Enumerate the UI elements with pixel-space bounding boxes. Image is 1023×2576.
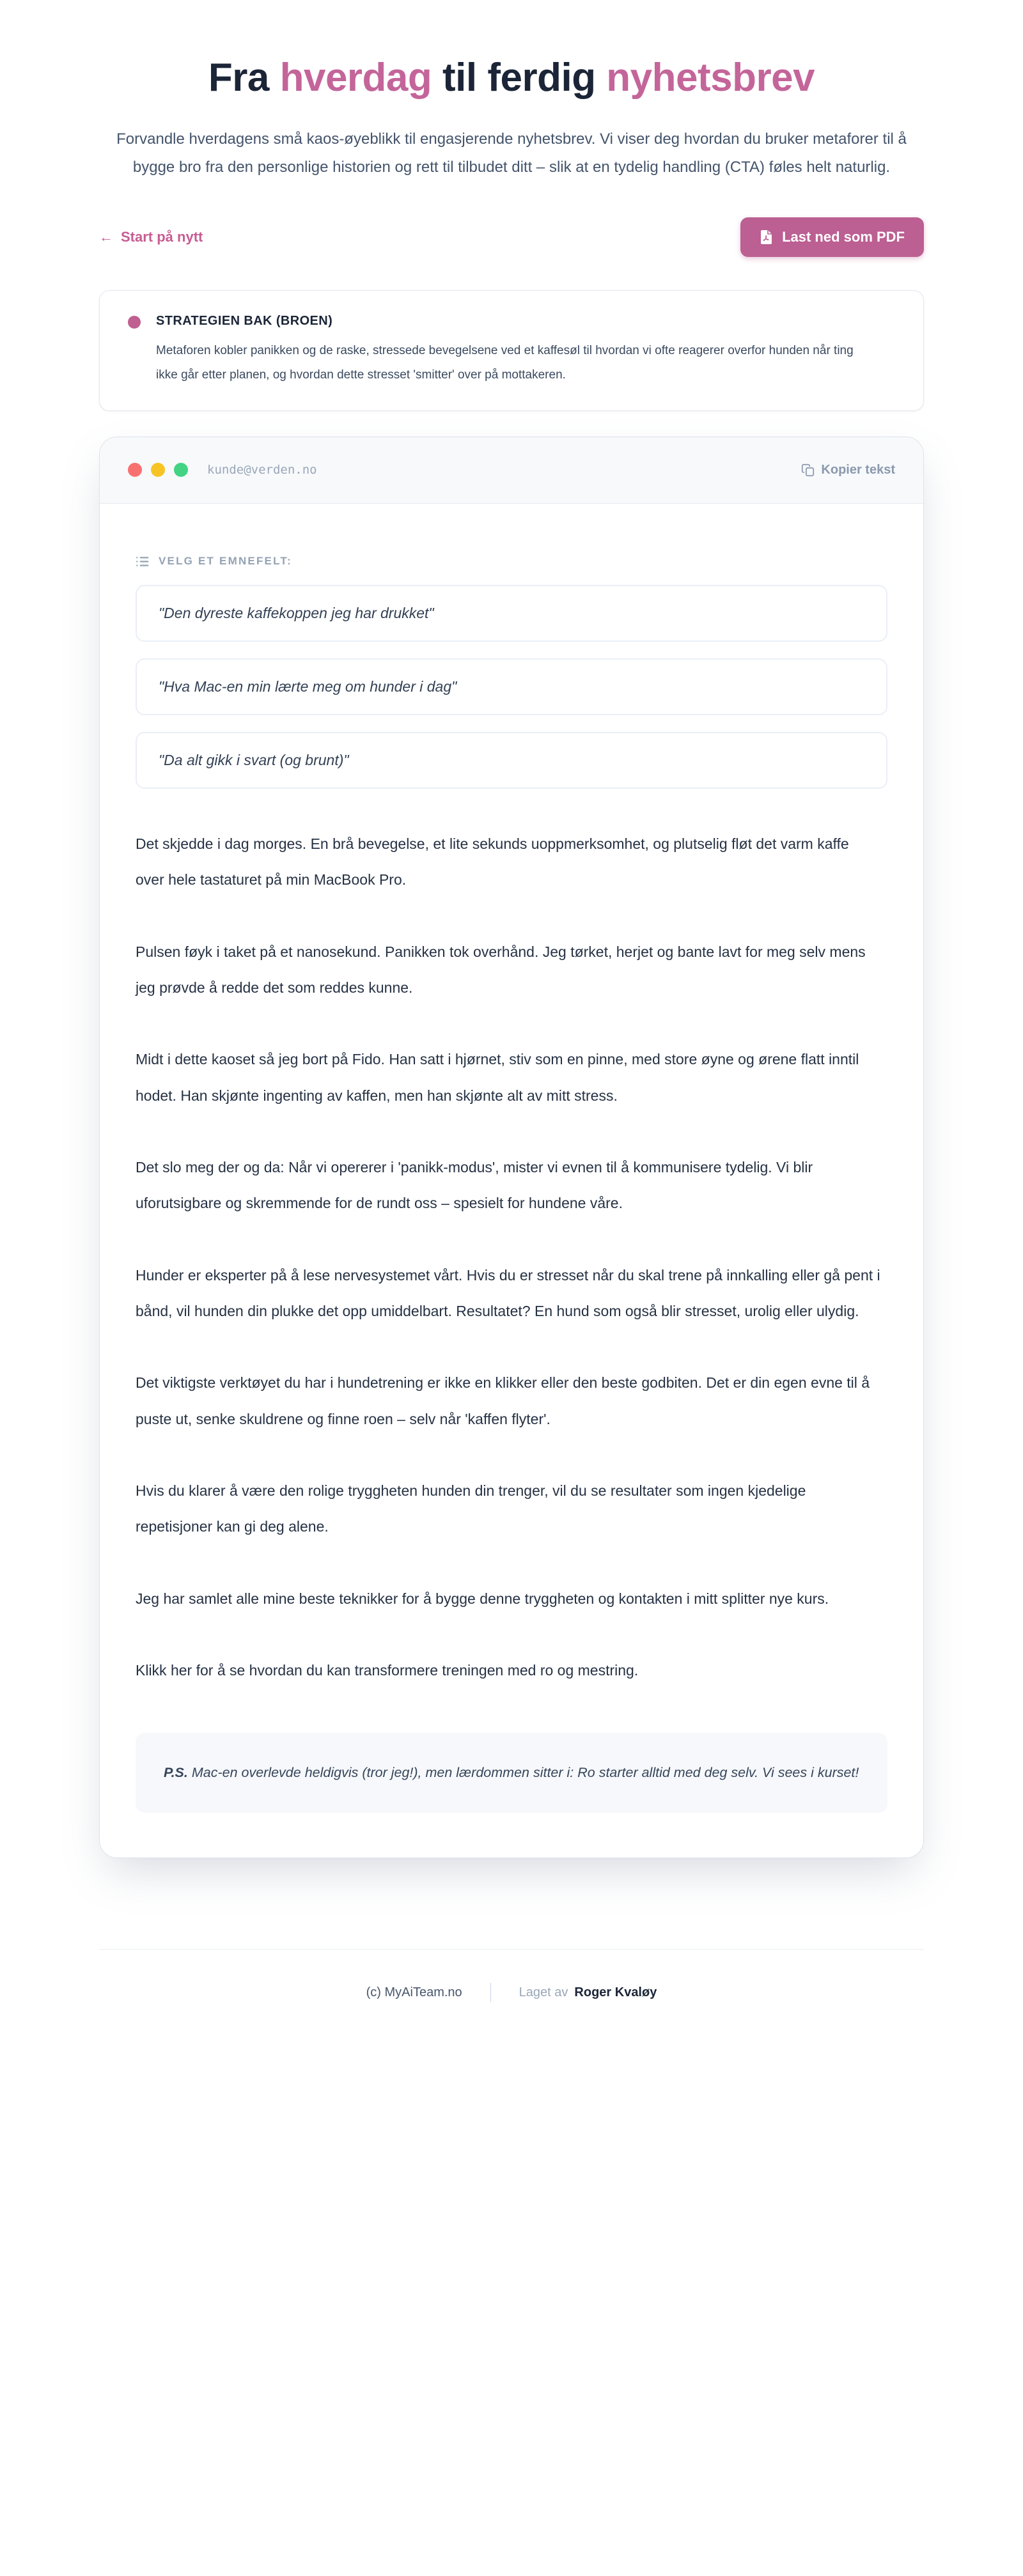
email-paragraph: Det skjedde i dag morges. En brå bevegelse, et lite sekunds uoppmerksomhet, og plutselig fløt det varm kaffe over hele tastaturet på min MacBook Pro.	[136, 835, 849, 888]
controls-row	[99, 217, 924, 257]
download-pdf-label: Last ned som PDF	[782, 228, 905, 245]
traffic-lights	[128, 463, 188, 477]
footer-made-by-label: Laget av	[519, 1985, 568, 1999]
title-part-accent-hverdag: hverdag	[279, 56, 432, 100]
ps-text: Mac-en overlevde heldigvis (tror jeg!), men lærdommen sitter i: Ro starter alltid med deg selv. Vi sees i kurset!	[187, 1765, 859, 1781]
footer-separator	[490, 1983, 491, 2002]
copy-text-button[interactable]	[801, 463, 895, 477]
page-container	[99, 50, 924, 2098]
recipient-address: kunde@verden.no	[207, 463, 317, 477]
list-icon	[136, 555, 149, 568]
email-window-header	[100, 437, 923, 504]
traffic-light-red-icon	[128, 463, 142, 477]
subject-option-2[interactable]: "Hva Mac-en min lærte meg om hunder i dag"	[136, 658, 887, 715]
title-part-pre: Fra	[208, 56, 280, 100]
email-window-body	[100, 504, 923, 1858]
subject-section-label: VELG ET EMNEFELT:	[159, 555, 292, 568]
subject-option-1[interactable]: "Den dyreste kaffekoppen jeg har drukket"	[136, 585, 887, 642]
arrow-left-icon: ←	[99, 228, 113, 245]
restart-button[interactable]	[99, 229, 203, 245]
email-paragraph: Klikk her for å se hvordan du kan transformere treningen med ro og mestring.	[136, 1662, 639, 1679]
email-preview-window	[99, 437, 924, 1859]
page-subtitle: Forvandle hverdagens små kaos-øyeblikk til engasjerende nyhetsbrev. Vi viser deg hvordan du bruker metaforer til å bygge bro fra den personlige historien og rett til tilbudet ditt – slik at en tydelig handling (CTA) føles helt naturlig.	[116, 130, 907, 176]
email-body-text	[136, 826, 887, 1689]
email-paragraph: Hvis du klarer å være den rolige tryggheten hunden din trenger, vil du se resultater som ingen kjedelige repetisjoner kan gi deg alene.	[136, 1482, 806, 1535]
traffic-light-yellow-icon	[151, 463, 165, 477]
subject-option-3[interactable]: "Da alt gikk i svart (og brunt)"	[136, 732, 887, 789]
email-paragraph: Det slo meg der og da: Når vi opererer i 'panikk-modus', mister vi evnen til å kommunisere tydelig. Vi blir uforutsigbare og skremmende for de rundt oss – spesielt for hundene våre.	[136, 1158, 813, 1212]
strategy-bullet-dot	[128, 316, 141, 329]
ps-label: P.S.	[164, 1765, 188, 1781]
email-paragraph: Pulsen føyk i taket på et nanosekund. Panikken tok overhånd. Jeg tørket, herjet og bante lavt for meg selv mens jeg prøvde å redde det som reddes kunne.	[136, 943, 866, 996]
strategy-card-body: Metaforen kobler panikken og de raske, stressede bevegelsene ved et kaffesøl til hvordan vi ofte reagerer overfor hunden når ting ikke går etter planen, og hvordan dette stresset 'smitter' over på mottakeren.	[156, 343, 854, 382]
title-part-mid: til ferdig	[432, 56, 607, 100]
copy-icon	[801, 463, 815, 477]
page-title	[198, 50, 825, 106]
strategy-card	[99, 290, 924, 411]
restart-button-label: Start på nytt	[121, 228, 203, 245]
email-paragraph: Jeg har samlet alle mine beste teknikker for å bygge denne tryggheten og kontakten i mitt splitter nye kurs.	[136, 1590, 829, 1607]
email-paragraph: Midt i dette kaoset så jeg bort på Fido. Han satt i hjørnet, stiv som en pinne, med store øyne og ørene flatt inntil hodet. Han skjønte ingenting av kaffen, men han skjønte alt av mitt stress.	[136, 1051, 859, 1104]
pdf-file-icon	[760, 229, 774, 245]
email-paragraph: Hunder er eksperter på å lese nervesystemet vårt. Hvis du er stresset når du skal trene på innkalling eller gå pent i bånd, vil hunden din plukke det opp umiddelbart. Resultatet? En hund som også blir stresset, urolig eller ulydig.	[136, 1266, 880, 1319]
footer-copyright: (c) MyAiTeam.no	[366, 1985, 462, 1999]
strategy-card-content	[156, 314, 872, 387]
email-paragraph: Det viktigste verktøyet du har i hundetrening er ikke en klikker eller den beste godbiten. Det er din egen evne til å puste ut, senke skuldrene og finne roen – selv når 'kaffen flyter'.	[136, 1374, 870, 1427]
strategy-card-title: STRATEGIEN BAK (BROEN)	[156, 313, 333, 328]
title-part-accent-nyhetsbrev: nyhetsbrev	[606, 56, 815, 100]
download-pdf-button[interactable]	[740, 217, 924, 257]
subject-section-header	[136, 555, 887, 568]
footer-author-name: Roger Kvaløy	[574, 1985, 657, 1999]
ps-note	[136, 1733, 887, 1813]
traffic-light-green-icon	[174, 463, 188, 477]
footer	[99, 1950, 924, 2098]
copy-text-label: Kopier tekst	[821, 462, 895, 477]
